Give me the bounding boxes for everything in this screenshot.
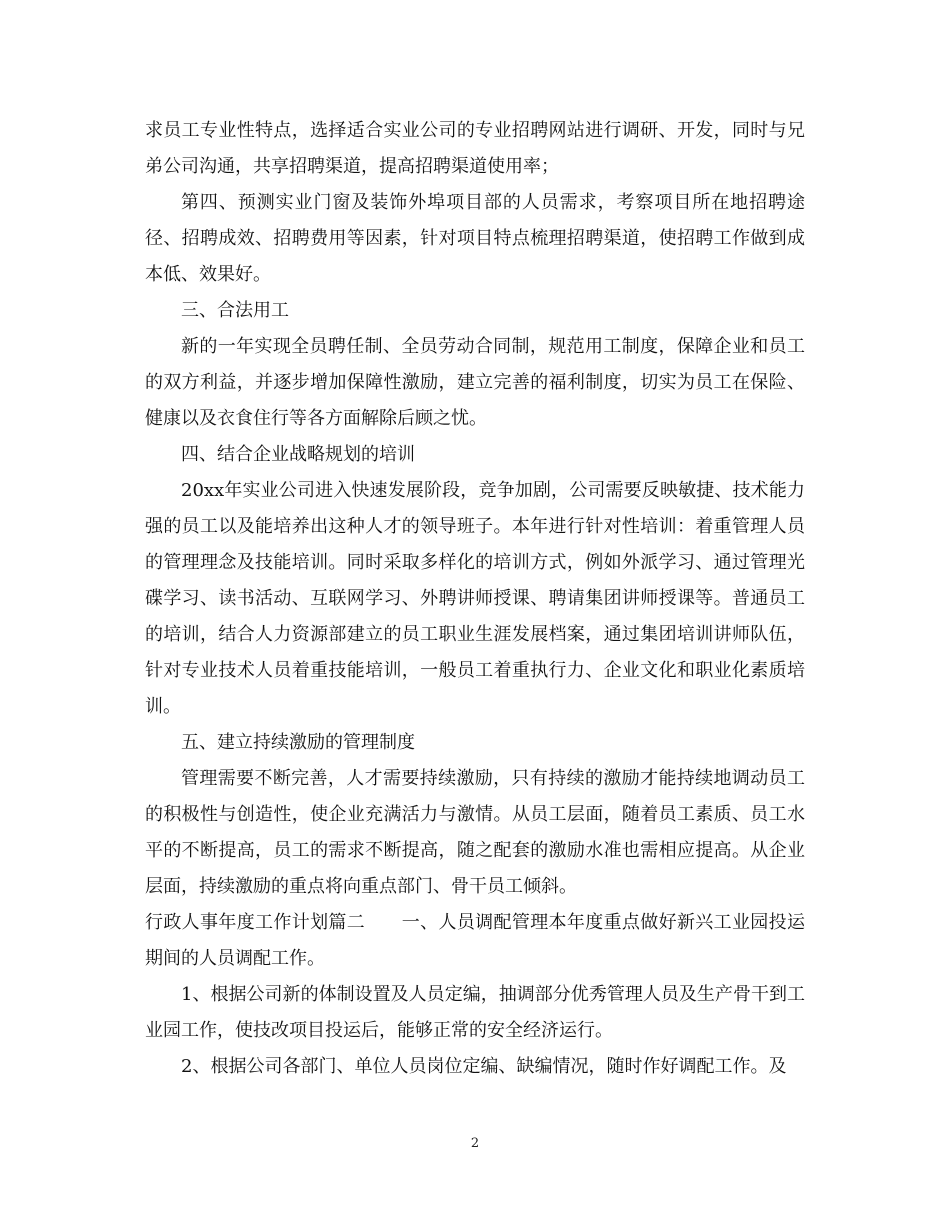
section-heading-3: 三、合法用工 bbox=[181, 300, 289, 321]
section-heading-5: 五、建立持续激励的管理制度 bbox=[181, 732, 415, 753]
paragraph-6: 20xx年实业公司进入快速发展阶段，竞争加剧，公司需要反映敏捷、技术能力强的员工以及能培养出这种人才的领导班子。本年进行针对性培训：着重管理人员的管理理念及技能培训。同时采取多样化的培训方式，例如外派学习、通过管理光碟学习、读书活动、互联网学习、外聘讲师授课、聘请集团讲师授课等。普通员工的培训，结合人力资源部建立的员工职业生涯发展档案，通过集团培训讲师队伍，针对专业技术人员着重技能培训，一般员工着重执行力、企业文化和职业化素质培训。 bbox=[145, 480, 805, 717]
page-number: 2 bbox=[470, 1136, 480, 1151]
document-body bbox=[145, 113, 805, 1085]
paragraph-10: 1、根据公司新的体制设置及人员定编，抽调部分优秀管理人员及生产骨干到工业园工作，使技改项目投运后，能够正常的安全经济运行。 bbox=[145, 984, 805, 1041]
paragraph-8: 管理需要不断完善，人才需要持续激励，只有持续的激励才能持续地调动员工的积极性与创造性，使企业充满活力与激情。从员工层面，随着员工素质、员工水平的不断提高，员工的需求不断提高，随之配套的激励水准也需相应提高。从企业层面，持续激励的重点将向重点部门、骨干员工倾斜。 bbox=[145, 768, 805, 897]
paragraph-1: 求员工专业性特点，选择适合实业公司的专业招聘网站进行调研、开发，同时与兄弟公司沟通，共享招聘渠道，提高招聘渠道使用率； bbox=[145, 120, 805, 177]
paragraph-11: 2、根据公司各部门、单位人员岗位定编、缺编情况，随时作好调配工作。及 bbox=[181, 1056, 787, 1077]
paragraph-9: 行政人事年度工作计划篇二 一、人员调配管理本年度重点做好新兴工业园投运期间的人员调配工作。 bbox=[145, 912, 805, 969]
paragraph-2: 第四、预测实业门窗及装饰外埠项目部的人员需求，考察项目所在地招聘途径、招聘成效、招聘费用等因素，针对项目特点梳理招聘渠道，使招聘工作做到成本低、效果好。 bbox=[145, 192, 805, 285]
section-heading-4: 四、结合企业战略规划的培训 bbox=[181, 444, 415, 465]
paragraph-4: 新的一年实现全员聘任制、全员劳动合同制，规范用工制度，保障企业和员工的双方利益，并逐步增加保障性激励，建立完善的福利制度，切实为员工在保险、健康以及衣食住行等各方面解除后顾之忧。 bbox=[145, 336, 805, 429]
